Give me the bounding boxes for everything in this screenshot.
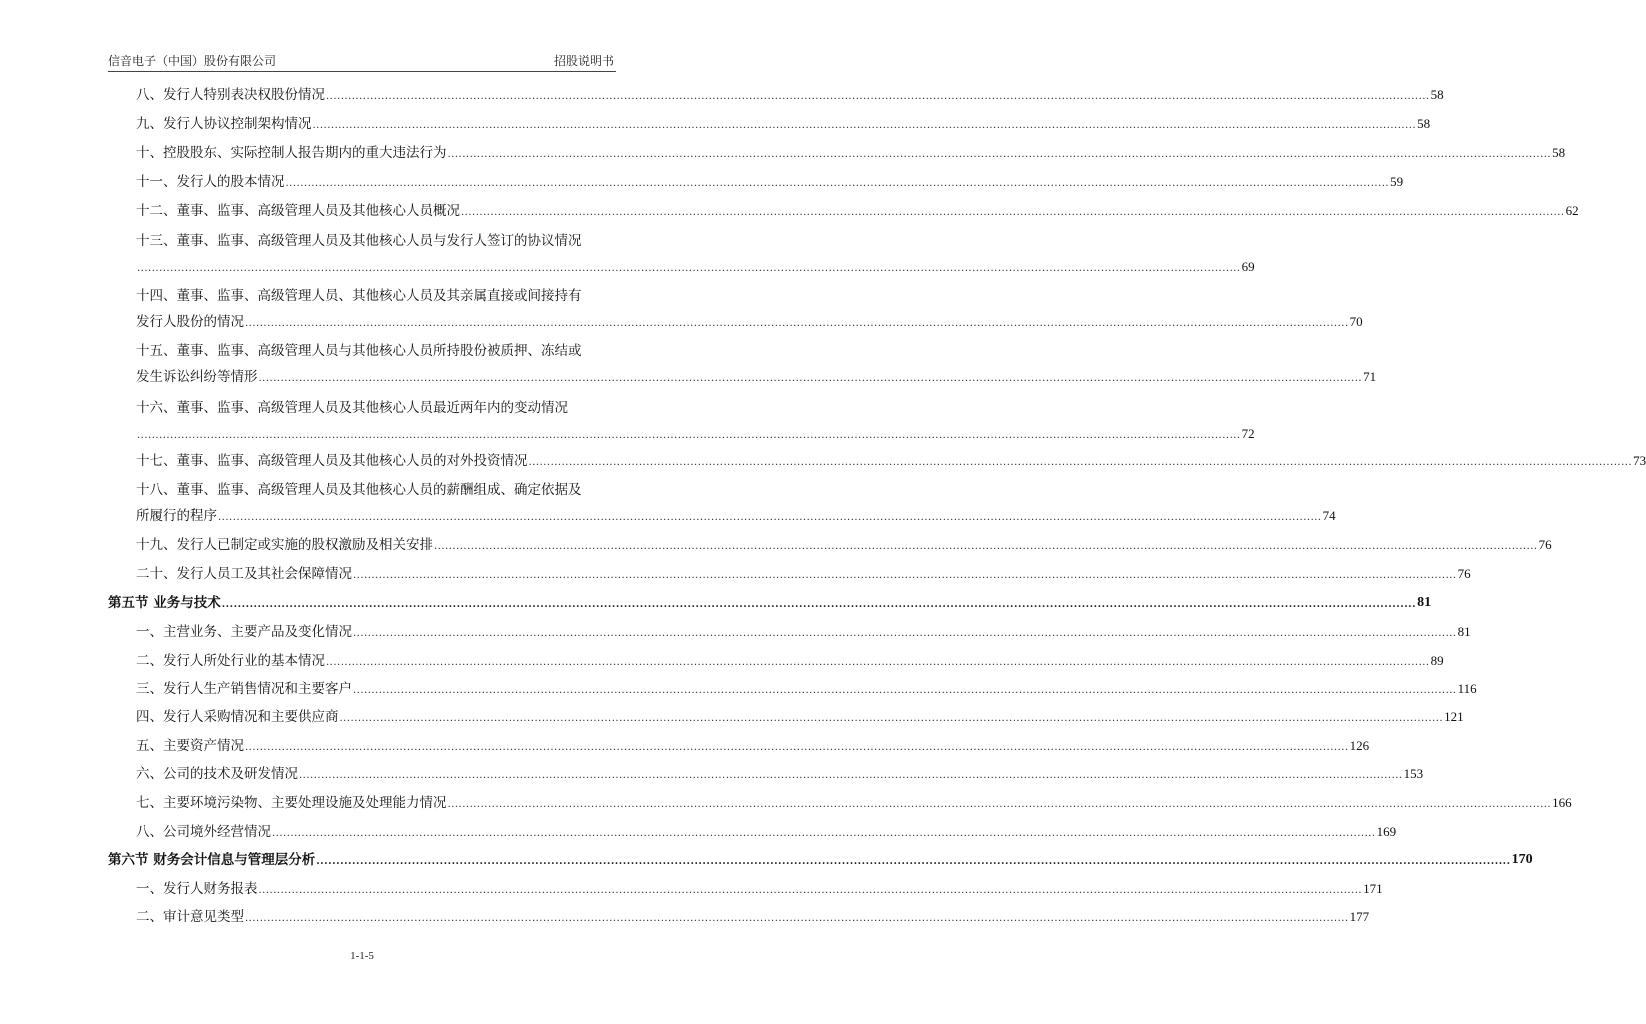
toc-section-entry[interactable] [108,849,1533,871]
leader-dots: ............................................................................................................................................................................................................................................................................................................ [326,91,1430,102]
toc-entry-page: 81 [1457,624,1471,639]
toc-entry[interactable] [136,113,1431,135]
header-company: 信音电子（中国）股份有限公司 [108,54,277,68]
leader-dots: ............................................................................................................................................................................................................................................................................................................ [447,799,1552,810]
toc-entry-page: 121 [1444,709,1464,724]
toc-entry-page: 59 [1390,174,1404,189]
toc-entry-page: 62 [1565,203,1579,218]
toc-entry-title: 六、公司的技术及研发情况 [136,766,298,782]
toc-entry-title-line1[interactable]: 十五、董事、监事、高级管理人员与其他核心人员所持股份被质押、冻结或 [136,343,582,359]
leader-dots: ............................................................................................................................................................................................................................................................................................................ [299,770,1403,781]
toc-entry-title: 一、发行人财务报表 [136,881,258,897]
header-doc-type: 招股说明书 [553,54,614,68]
leader-dots: ............................................................................................................................................................................................................................................................................................................ [461,207,1565,218]
toc-entry[interactable] [136,621,1471,643]
toc-entry[interactable] [136,678,1477,700]
toc-entry-page: 76 [1538,537,1552,552]
leader-dots: ............................................................................................................................................................................................................................................................................................................ [258,885,1363,896]
toc-entry-title: 十、控股股东、实际控制人报告期内的重大违法行为 [136,145,447,161]
toc-entry-page: 169 [1376,824,1397,839]
toc-entry[interactable] [136,505,1336,527]
leader-dots: ............................................................................................................................................................................................................................................................................................................ [353,628,1457,639]
leader-dots: ............................................................................................................................................................................................................................................................................................................ [353,685,1457,696]
toc-entry[interactable] [136,200,1579,222]
toc-entry-title-line2: 发生诉讼纠纷等情形 [136,369,258,385]
leader-dots: ............................................................................................................................................................................................................................................................................................................ [316,856,1511,867]
toc-entry-page: 126 [1349,738,1370,753]
toc-entry[interactable] [136,366,1377,388]
leader-dots: ............................................................................................................................................................................................................................................................................................................ [245,913,1349,924]
toc-entry[interactable] [136,311,1363,333]
leader-dots: ............................................................................................................................................................................................................................................................................................................ [447,149,1552,160]
toc-entry-title: 二、发行人所处行业的基本情况 [136,653,325,669]
leader-dots: ............................................................................................................................................................................................................................................................................................................ [221,599,1417,610]
toc-entry-page: 74 [1322,508,1336,523]
toc-entry[interactable] [136,650,1444,672]
toc-entry[interactable] [136,763,1424,785]
toc-entry-title: 九、发行人协议控制架构情况 [136,116,312,132]
toc-entry[interactable] [136,878,1383,900]
toc-entry[interactable] [136,171,1404,193]
toc-entry-page: 73 [1633,453,1646,468]
page-header [108,50,614,70]
toc-entry-page: 58 [1430,87,1444,102]
leader-dots: ............................................................................................................................................................................................................................................................................................................ [285,178,1390,189]
leader-dots: ............................................................................................................................................................................................................................................................................................................ [312,120,1417,131]
toc-entry-page: 116 [1457,681,1477,696]
toc-entry-title: 八、公司境外经营情况 [136,824,271,840]
leader-dots: ............................................................................................................................................................................................................................................................................................................ [326,657,1430,668]
toc-entry-page: 58 [1552,145,1566,160]
leader-dots: ............................................................................................................................................................................................................................................................................................................ [339,713,1444,724]
toc-entry[interactable] [136,423,1255,445]
toc-entry-title: 十七、董事、监事、高级管理人员及其他核心人员的对外投资情况 [136,453,528,469]
toc-entry[interactable] [136,450,1646,472]
toc-entry[interactable] [136,256,1255,278]
toc-entry[interactable] [136,84,1444,106]
toc-entry-page: 76 [1457,566,1471,581]
toc-section-entry[interactable] [108,592,1432,614]
toc-entry-title: 八、发行人特别表决权股份情况 [136,87,325,103]
toc-entry[interactable] [136,735,1370,757]
leader-dots: ............................................................................................................................................................................................................................................................................................................ [218,512,1322,523]
toc-entry-title: 四、发行人采购情况和主要供应商 [136,709,339,725]
toc-entry-title-line1[interactable]: 十八、董事、监事、高级管理人员及其他核心人员的薪酬组成、确定依据及 [136,482,582,498]
leader-dots: ............................................................................................................................................................................................................................................................................................................ [137,263,1241,274]
toc-entry-title-line2: 发行人股份的情况 [136,314,244,330]
toc-entry-title: 五、主要资产情况 [136,738,244,754]
toc-entry-title: 三、发行人生产销售情况和主要客户 [136,681,352,697]
toc-entry-page: 70 [1349,314,1363,329]
toc-entry-page: 58 [1417,116,1431,131]
toc-entry-page: 153 [1403,766,1424,781]
toc-entry-page: 71 [1363,369,1377,384]
leader-dots: ............................................................................................................................................................................................................................................................................................................ [137,430,1241,441]
toc-entry[interactable] [136,142,1566,164]
toc-entry-title: 十九、发行人已制定或实施的股权激励及相关安排 [136,537,433,553]
toc-entry-page: 171 [1363,881,1383,896]
leader-dots: ............................................................................................................................................................................................................................................................................................................ [258,373,1363,384]
toc-entry[interactable] [136,534,1552,556]
toc-entry[interactable] [136,792,1572,814]
leader-dots: ............................................................................................................................................................................................................................................................................................................ [528,457,1633,468]
toc-entry-title: 二十、发行人员工及其社会保障情况 [136,566,352,582]
toc-entry-page: 89 [1430,653,1444,668]
leader-dots: ............................................................................................................................................................................................................................................................................................................ [272,828,1376,839]
toc-entry-title-line2: 所履行的程序 [136,508,217,524]
leader-dots: ............................................................................................................................................................................................................................................................................................................ [245,742,1349,753]
toc-entry-title-line1[interactable]: 十四、董事、监事、高级管理人员、其他核心人员及其亲属直接或间接持有 [136,288,582,304]
leader-dots: ............................................................................................................................................................................................................................................................................................................ [245,318,1349,329]
toc-entry[interactable] [136,906,1370,928]
toc-entry-page: 166 [1552,795,1572,810]
leader-dots: ............................................................................................................................................................................................................................................................................................................ [434,541,1538,552]
toc-entry-page: 72 [1241,426,1255,441]
toc-entry-title[interactable]: 十六、董事、监事、高级管理人员及其他核心人员最近两年内的变动情况 [136,400,568,416]
toc-entry-title: 二、审计意见类型 [136,909,244,925]
toc-entry[interactable] [136,563,1471,585]
toc-entry-title: 十二、董事、监事、高级管理人员及其他核心人员概况 [136,203,460,219]
toc-entry-page: 170 [1511,852,1533,867]
toc-entry-title[interactable]: 十三、董事、监事、高级管理人员及其他核心人员与发行人签订的协议情况 [136,233,582,249]
toc-section-title: 第六节 财务会计信息与管理层分析 [108,852,316,868]
toc-entry-page: 69 [1241,259,1255,274]
toc-entry-page: 177 [1349,909,1370,924]
toc-entry-title: 十一、发行人的股本情况 [136,174,285,190]
toc-entry-page: 81 [1417,595,1432,610]
toc-entry[interactable] [136,821,1397,843]
toc-entry-title: 七、主要环境污染物、主要处理设施及处理能力情况 [136,795,447,811]
leader-dots: ............................................................................................................................................................................................................................................................................................................ [353,570,1457,581]
header-rule [108,71,616,72]
toc-entry[interactable] [136,706,1464,728]
toc-entry-title: 一、主营业务、主要产品及变化情况 [136,624,352,640]
page-number: 1-1-5 [350,950,374,962]
toc-section-title: 第五节 业务与技术 [108,595,221,611]
